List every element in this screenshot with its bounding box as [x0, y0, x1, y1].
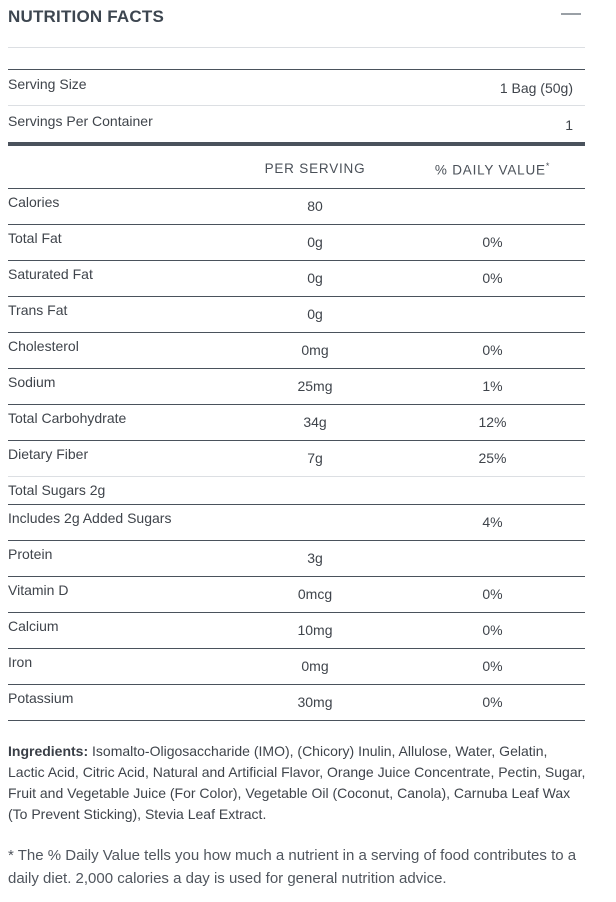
nutrient-name: Total Sugars 2g: [8, 482, 106, 498]
nutrition-header: [8, 0, 585, 40]
daily-value-header-text: % DAILY VALUE: [434, 162, 546, 178]
nutrient-daily-value: 1%: [482, 378, 503, 394]
serving-size-value: 1 Bag (50g): [499, 80, 573, 96]
per-serving-header: PER SERVING: [264, 161, 366, 176]
nutrient-amount: 3g: [307, 550, 323, 566]
nutrient-name: Iron: [8, 654, 33, 670]
servings-per-container-value: 1: [565, 117, 573, 133]
nutrient-name: Total Carbohydrate: [8, 410, 127, 426]
row-divider: [8, 540, 585, 541]
row-divider: [8, 576, 585, 577]
nutrient-amount: 0g: [307, 270, 323, 286]
row-divider: [8, 476, 585, 477]
ingredients-label: Ingredients:: [8, 743, 89, 759]
nutrient-amount: 0g: [307, 234, 323, 250]
nutrient-daily-value: 25%: [478, 450, 507, 466]
nutrient-daily-value: 0%: [482, 234, 503, 250]
nutrient-name: Calories: [8, 194, 60, 210]
nutrient-amount: 0g: [307, 306, 323, 322]
nutrient-name: Trans Fat: [8, 302, 68, 318]
row-divider: [8, 224, 585, 225]
nutrient-name: Calcium: [8, 618, 59, 634]
row-divider: [8, 368, 585, 369]
nutrient-name: Cholesterol: [8, 338, 79, 354]
row-divider: [8, 404, 585, 405]
nutrient-daily-value: 0%: [482, 342, 503, 358]
nutrient-daily-value: 0%: [482, 270, 503, 286]
ingredients: [8, 741, 586, 825]
nutrient-name: Protein: [8, 546, 53, 562]
row-divider: [8, 720, 585, 721]
row-divider: [8, 440, 585, 441]
nutrient-amount: 80: [307, 198, 323, 214]
nutrient-amount: 10mg: [297, 622, 333, 638]
row-divider: [8, 188, 585, 189]
nutrient-name: Vitamin D: [8, 582, 69, 598]
nutrient-daily-value: 0%: [482, 694, 503, 710]
thick-divider: [8, 142, 585, 146]
nutrient-name: Includes 2g Added Sugars: [8, 510, 172, 526]
nutrient-daily-value: 0%: [482, 586, 503, 602]
collapse-minus-icon[interactable]: [561, 13, 581, 15]
daily-value-footnote: * The % Daily Value tells you how much a nutrient in a serving of food contributes to a daily diet. 2,000 calories a day is used for general nutrition advice.: [8, 847, 577, 887]
row-divider: [8, 648, 585, 649]
divider: [8, 69, 585, 70]
row-divider: [8, 684, 585, 685]
row-divider: [8, 296, 585, 297]
serving-size-label: Serving Size: [8, 76, 87, 92]
nutrient-amount: 34g: [303, 414, 327, 430]
nutrient-name: Sodium: [8, 374, 56, 390]
nutrient-amount: 7g: [307, 450, 323, 466]
page-title: NUTRITION FACTS: [8, 7, 164, 26]
nutrient-name: Total Fat: [8, 230, 62, 246]
nutrient-daily-value: 12%: [478, 414, 507, 430]
row-divider: [8, 332, 585, 333]
nutrient-name: Saturated Fat: [8, 266, 93, 282]
nutrient-daily-value: 0%: [482, 622, 503, 638]
daily-value-header: [405, 161, 580, 178]
nutrient-amount: 0mcg: [297, 586, 333, 602]
divider: [8, 47, 585, 48]
nutrient-amount: 30mg: [297, 694, 333, 710]
nutrient-amount: 0mg: [301, 658, 329, 674]
nutrient-amount: 0mg: [301, 342, 329, 358]
servings-per-container-label: Servings Per Container: [8, 113, 153, 129]
nutrient-daily-value: 4%: [482, 514, 503, 530]
row-divider: [8, 612, 585, 613]
row-divider: [8, 260, 585, 261]
nutrient-name: Dietary Fiber: [8, 446, 89, 462]
ingredients-text: Isomalto-Oligosaccharide (IMO), (Chicory) Inulin, Allulose, Water, Gelatin, Lactic Acid, Citric Acid, Natural and Artificial Flavor, Orange Juice Concentrate, Pectin, Sugar, Fruit and Vegetable Juice (For Color), Vegetable Oil (Coconut, Canola), Carnuba Leaf Wax (To Prevent Sticking), Stevia Leaf Extract.: [8, 743, 586, 822]
nutrient-daily-value: 0%: [482, 658, 503, 674]
row-divider: [8, 504, 585, 505]
nutrient-name: Potassium: [8, 690, 74, 706]
nutrient-amount: 25mg: [297, 378, 333, 394]
daily-value-asterisk: *: [545, 161, 551, 171]
divider: [8, 105, 585, 106]
